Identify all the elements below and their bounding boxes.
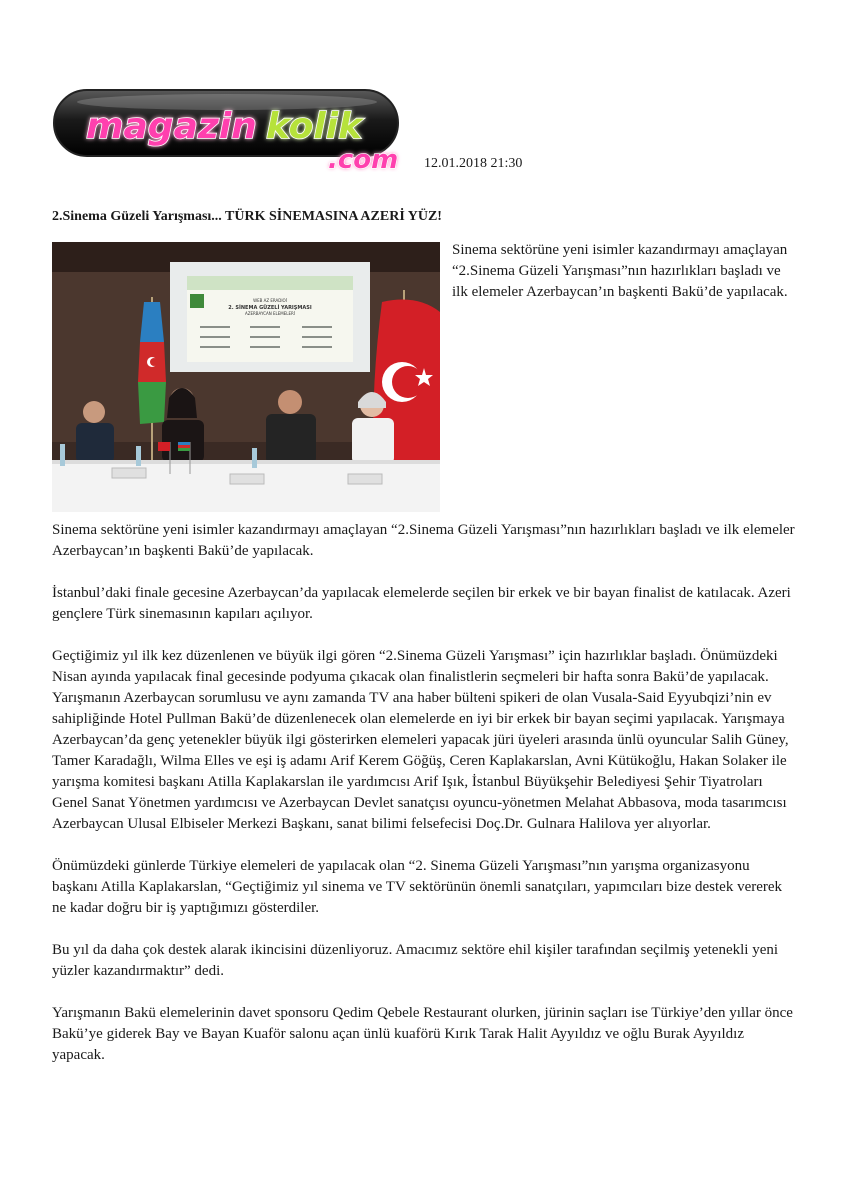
screen-line-2: 2. SİNEMA GÜZELİ YARIŞMASI (228, 305, 312, 311)
screen-line-1: WEB AZ ERADIOİ (253, 298, 287, 303)
screen-line-3: AZERBAYCAN ELEMELERİ (245, 311, 295, 316)
logo-word-magazin: magazin (86, 106, 257, 147)
logo-word-kolik: kolik (266, 106, 363, 147)
press-conference-photo (52, 242, 440, 512)
article-body (52, 520, 797, 1087)
body-paragraph: Bu yıl da daha çok destek alarak ikincisini düzenliyoruz. Amacımız sektöre ehil kişiler tarafından seçilmiş yetenekli yeni yüzler kazandırmaktır” dedi. (52, 942, 779, 979)
body-paragraph: İstanbul’daki finale gecesine Azerbaycan’da yapılacak elemelerde seçilen bir erkek ve bir bayan finalist de katılacak. Azeri gençlere Türk sinemasının kapıları açılıyor. (52, 585, 791, 622)
article-headline: 2.Sinema Güzeli Yarışması... TÜRK SİNEMASINA AZERİ YÜZ! (52, 209, 442, 224)
body-paragraph: Geçtiğimiz yıl ilk kez düzenlenen ve büyük ilgi gören “2.Sinema Güzeli Yarışması” için hazırlıklar başladı. Önümüzdeki Nisan ayında yapılacak final gecesinde podyuma çıkacak olan finalistlerin seçmeleri bir hafta sonra Bakü’de yapılacak. Yarışmanın Azerbaycan sorumlusu ve aynı zamanda TV ana haber bülteni spikeri de olan Vusala-Said Eyyubqizi’nin ev sahipliğinde Hotel Pullman Bakü’de düzenlenecek olan elemelerde en iyi bir erkek bir bayan seçimi yapılacak. Yarışmaya Azerbaycan’da genç yetenekler büyük ilgi gösterirken elemeleri yapacak jüri üyeleri arasında ünlü oyuncular Salih Güney, Tamer Karadağlı, Wilma Elles ve eşi iş adamı Arif Kerem Göğüş, Ceren Kaplakarslan, Avni Kütükoğlu, Hakan Solaker ile yarışma komitesi başkanı Atilla Kaplakarslan ile yardımcısı Arif Işık, İstanbul Büyükşehir Belediyesi Şehir Tiyatroları Genel Sanat Yönetmen yardımcısı ve Azerbaycan Devlet sanatçısı oyuncu-yönetmen Melahat Abbasova, moda tasarımcısı Azerbaycan Ulusal Elbiseler Merkezi Başkanı, sanat bilimi felsefecisi Doç.Dr. Gulnara Halilova yer alıyorlar. (52, 648, 789, 832)
magazinkolik-logo (52, 88, 404, 172)
lead-paragraph: Sinema sektörüne yeni isimler kazandırmayı amaçlayan “2.Sinema Güzeli Yarışması”nın hazırlıkları başladı ve ilk elemeler Azerbaycan’ın başkenti Bakü’de yapılacak. (452, 242, 788, 300)
logo-word-com: .com (328, 145, 399, 172)
body-paragraph: Yarışmanın Bakü elemelerinin davet sponsoru Qedim Qebele Restaurant olurken, jürinin saçları ise Türkiye’den yıllar önce Bakü’ye giderek Bay ve Bayan Kuaför salonu açan ünlü kuaförü Kırık Tarak Halit Ayyıldız ve oğlu Burak Ayyıldız yapacak. (52, 1005, 793, 1063)
body-paragraph: Sinema sektörüne yeni isimler kazandırmayı amaçlayan “2.Sinema Güzeli Yarışması”nın hazırlıkları başladı ve ilk elemeler Azerbaycan’ın başkenti Bakü’de yapılacak. (52, 522, 795, 559)
body-paragraph: Önümüzdeki günlerde Türkiye elemeleri de yapılacak olan “2. Sinema Güzeli Yarışması”nın yarışma organizasyonu başkanı Atilla Kaplakarslan, “Geçtiğimiz yıl sinema ve TV sektörünün önemli sanatçıları, yapımcıları bize destek vererek ne kadar doğru bir iş yaptığımızı gösterdiler. (52, 858, 783, 916)
publish-timestamp: 12.01.2018 21:30 (424, 156, 523, 171)
